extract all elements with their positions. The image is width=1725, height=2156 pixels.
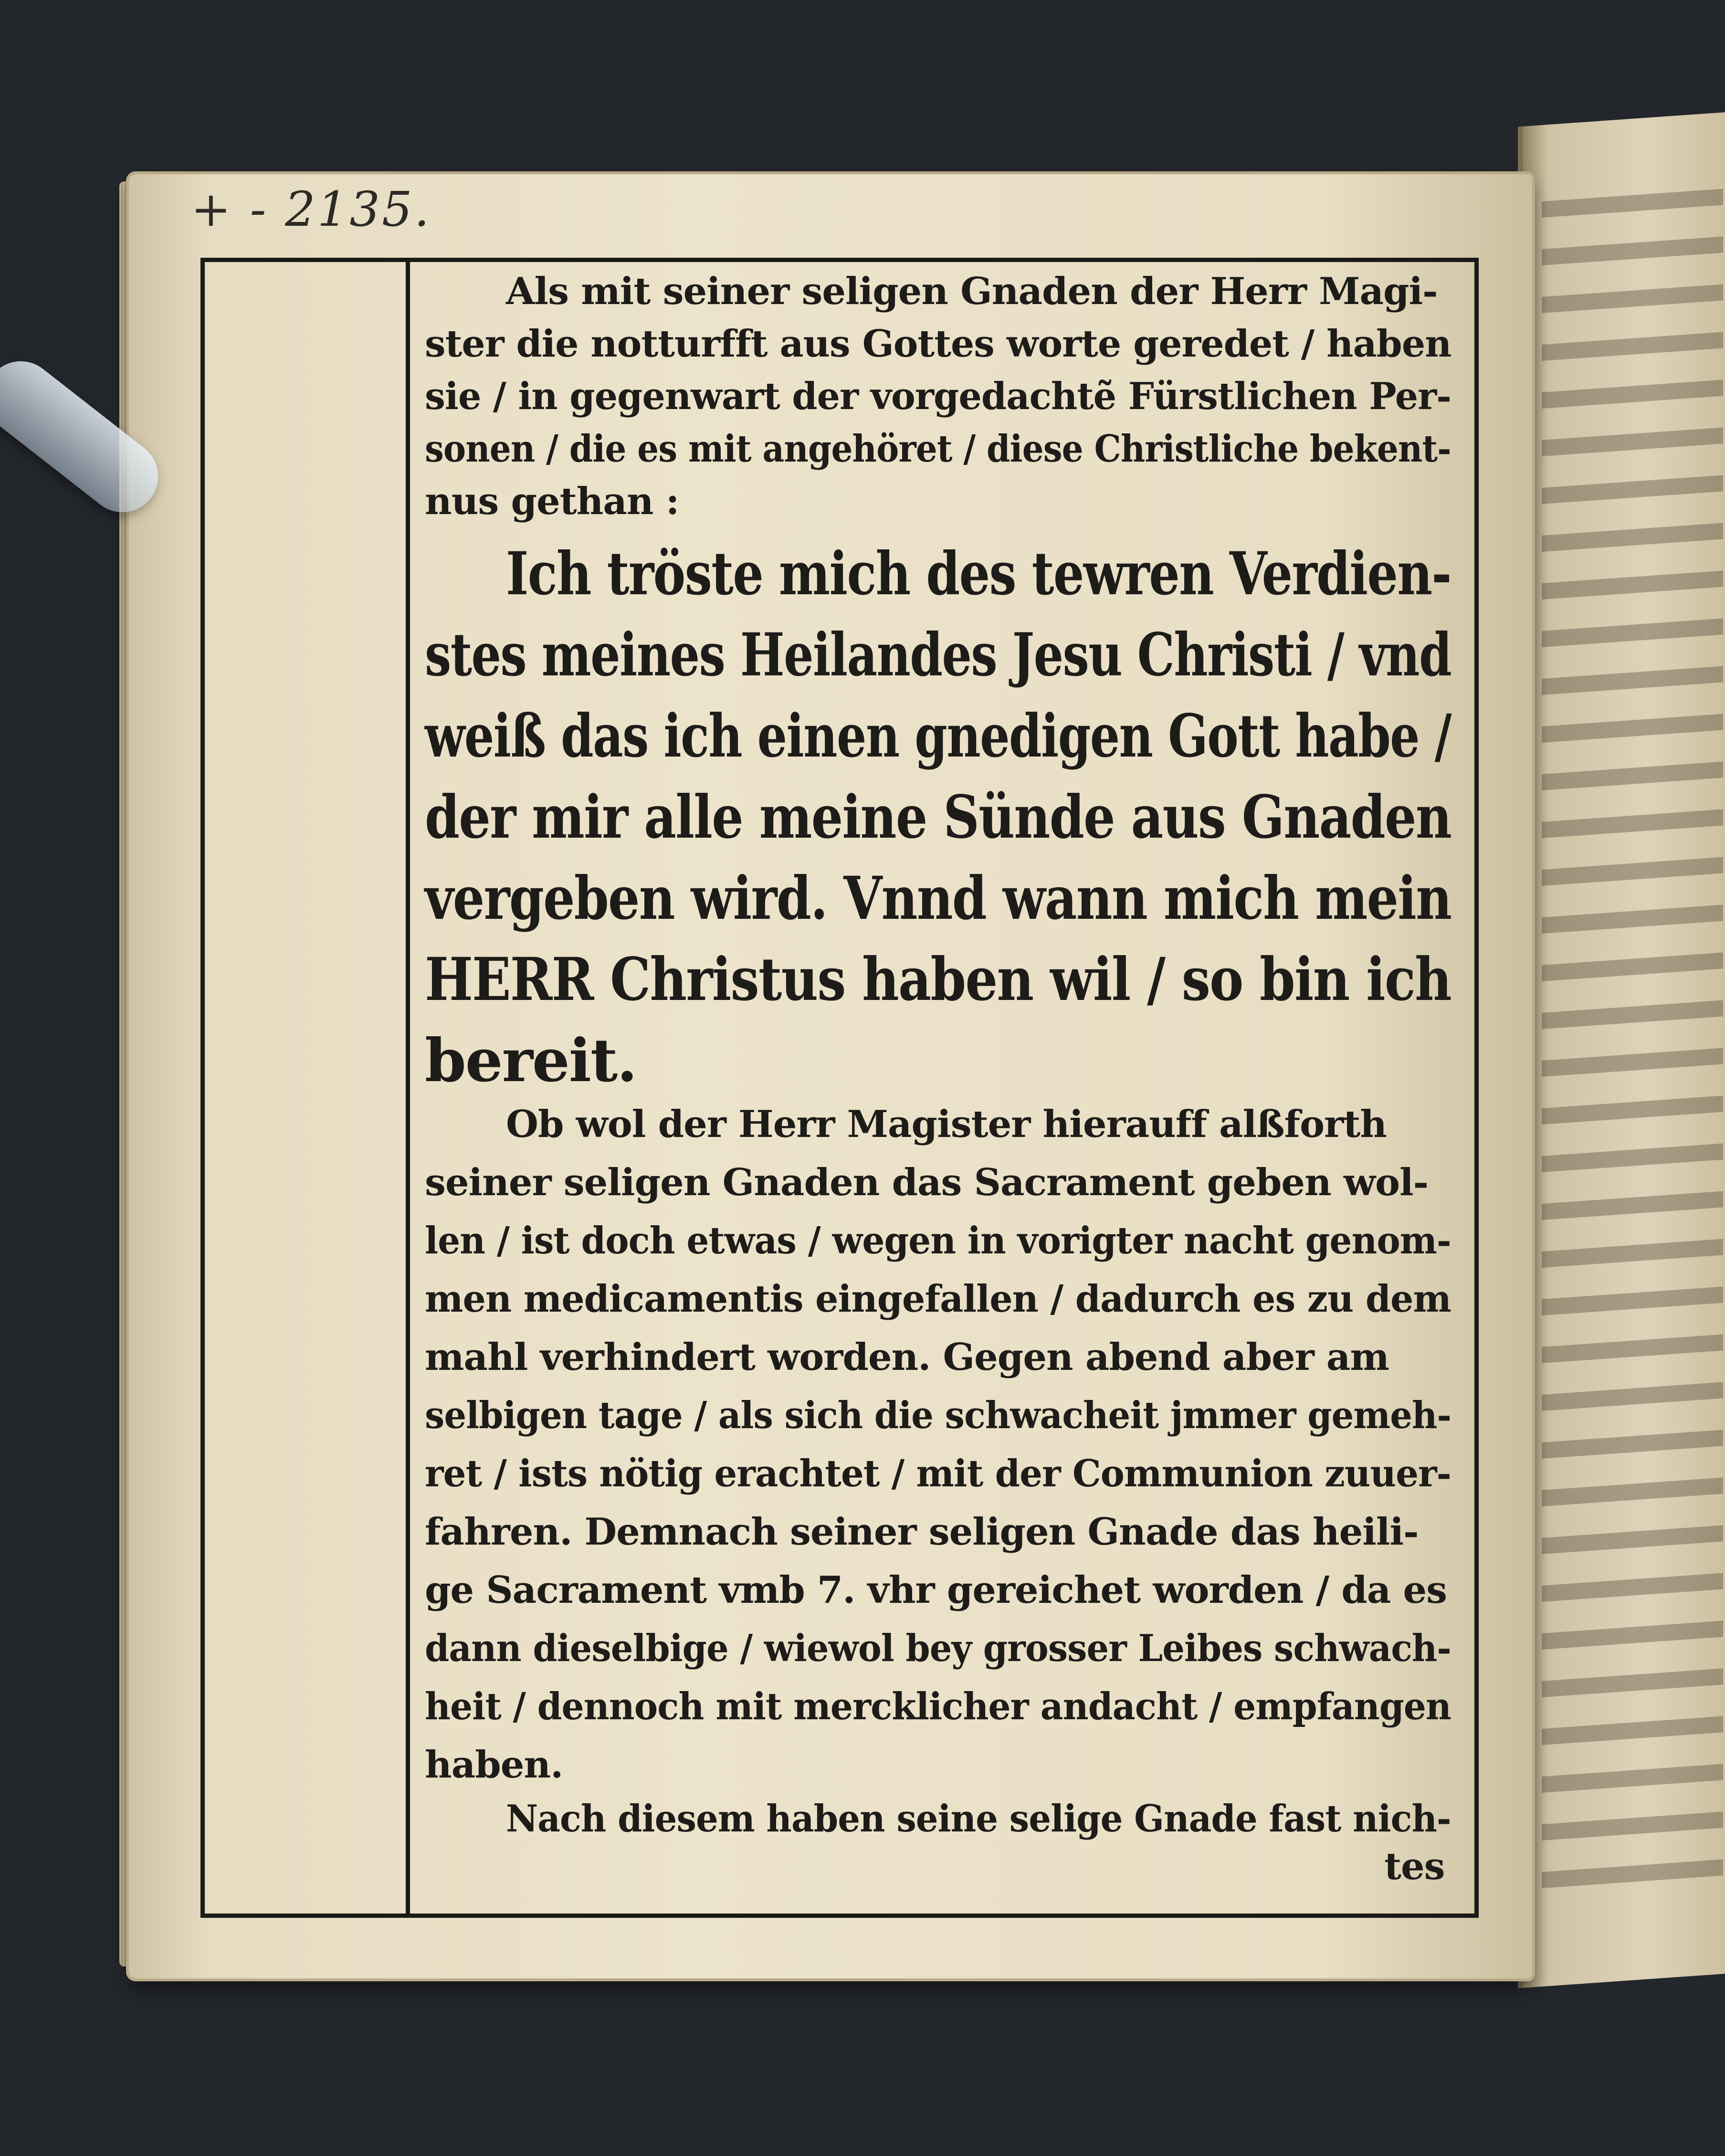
text-line: seiner seligen Gnaden das Sacrament geben wol- <box>425 1161 1429 1204</box>
text-line: haben. <box>425 1743 563 1787</box>
confession-line: weiß das ich einen gnedigen Gott habe / <box>425 702 1451 771</box>
page-text <box>425 270 1456 1888</box>
text-line: dann dieselbige / wiewol bey grosser Leibes schwach- <box>425 1627 1451 1670</box>
facing-page <box>1518 112 1725 1988</box>
text-line: Ob wol der Herr Magister hierauff alßforth <box>506 1103 1387 1146</box>
confession-line: der mir alle meine Sünde aus Gnaden <box>425 783 1452 852</box>
text-line: Nach diesem haben seine selige Gnade fast nich- <box>506 1797 1451 1840</box>
handwritten-shelfmark: + - 2135. <box>191 181 431 237</box>
catchword: tes <box>1384 1845 1445 1888</box>
text-line: len / ist doch etwas / wegen in vorigter nacht genom- <box>425 1219 1451 1262</box>
confession-line: Ich tröste mich des tewren Verdien- <box>506 539 1451 609</box>
text-line: ge Sacrament vmb 7. vhr gereichet worden / da es <box>425 1568 1447 1612</box>
text-line: ret / ists nötig erachtet / mit der Communion zuuer- <box>425 1452 1451 1495</box>
text-line: sie / in gegenwart der vorgedachtẽ Fürstlichen Per- <box>425 375 1451 418</box>
text-line: sonen / die es mit angehöret / diese Christliche bekent- <box>425 427 1451 471</box>
text-line: mahl verhindert worden. Gegen abend aber am <box>425 1336 1389 1379</box>
confession-line: bereit. <box>425 1026 637 1095</box>
text-line: nus gethan : <box>425 480 679 523</box>
confession-line: vergeben wird. Vnnd wann mich mein <box>425 864 1452 933</box>
margin-rule <box>406 258 410 1914</box>
text-line: fahren. Demnach seiner seligen Gnade das heili- <box>425 1510 1419 1554</box>
facing-page-text <box>1542 189 1723 1920</box>
confession-line: stes meines Heilandes Jesu Christi / vnd <box>425 621 1452 690</box>
text-line: selbigen tage / als sich die schwacheit jmmer gemeh- <box>425 1394 1452 1437</box>
text-line: heit / dennoch mit mercklicher andacht / empfangen <box>425 1685 1451 1728</box>
text-line: ster die notturfft aus Gottes worte geredet / haben <box>425 322 1452 366</box>
confession-line: HERR Christus haben wil / so bin ich <box>425 945 1452 1014</box>
text-line: men medicamentis eingefallen / dadurch es zu dem <box>425 1277 1451 1321</box>
text-line: Als mit seiner seligen Gnaden der Herr Magi- <box>506 270 1438 313</box>
